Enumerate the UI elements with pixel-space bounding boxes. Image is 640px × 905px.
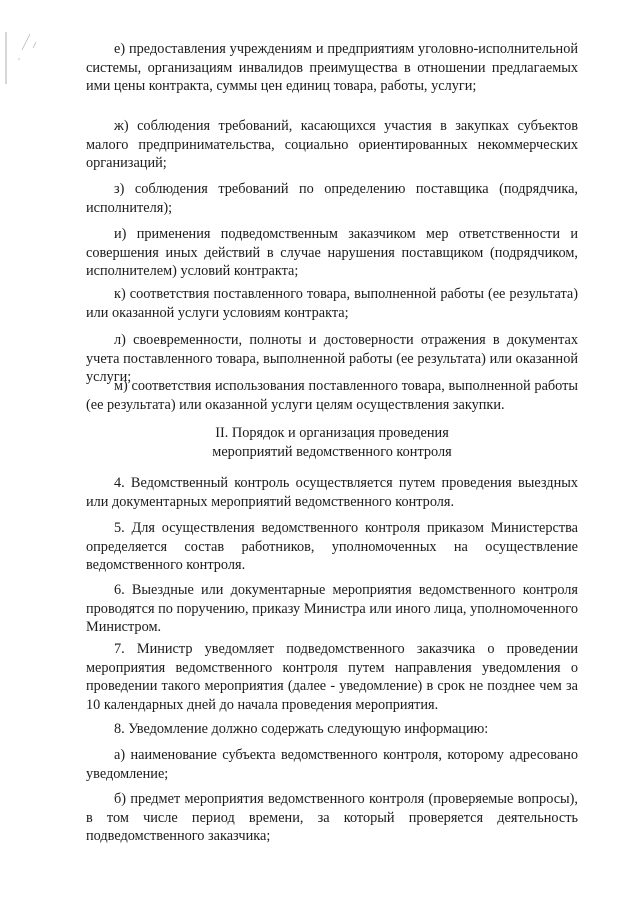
paragraph-5: 5. Для осуществления ведомственного контроля приказом Министерства определяется состав работников, уполномоченных на осуществление ведомственного контроля. <box>86 520 578 573</box>
paragraph-4: 4. Ведомственный контроль осуществляется путем проведения выездных или документарных мероприятий ведомственного контроля. <box>86 475 578 510</box>
paragraph-m: м) соответствия использования поставленного товара, выполненной работы (ее результата) или оказанной услуги целям осуществления закупки. <box>86 378 578 413</box>
paragraph-l: л) своевременности, полноты и достоверности отражения в документах учета поставленного товара, выполненной работы (ее результата) или оказанной услуги; <box>86 332 578 385</box>
section-heading <box>86 424 578 461</box>
paragraph-z: з) соблюдения требований по определению поставщика (подрядчика, исполнителя); <box>86 181 578 216</box>
paragraph-k: к) соответствия поставленного товара, выполненной работы (ее результата) или оказанной услуги условиям контракта; <box>86 286 578 321</box>
section-heading-line-1: II. Порядок и организация проведения <box>215 425 449 441</box>
paragraph-6: 6. Выездные или документарные мероприятия ведомственного контроля проводятся по поручению, приказу Министра или иного лица, уполномоченного Министром. <box>86 582 578 635</box>
paragraph-i: и) применения подведомственным заказчиком мер ответственности и совершения иных действий в случае нарушения поставщиком (подрядчиком, исполнителем) условий контракта; <box>86 226 578 279</box>
paragraph-zh: ж) соблюдения требований, касающихся участия в закупках субъектов малого предпринимательства, социально ориентированных некоммерческих организаций; <box>86 118 578 171</box>
paragraph-b: б) предмет мероприятия ведомственного контроля (проверяемые вопросы), в том числе период времени, за который проверяется деятельность подведомственного заказчика; <box>86 791 578 844</box>
margin-scribble-mark <box>0 28 50 88</box>
paragraph-a: а) наименование субъекта ведомственного контроля, которому адресовано уведомление; <box>86 747 578 782</box>
paragraph-7: 7. Министр уведомляет подведомственного заказчика о проведении мероприятия ведомственного контроля путем направления уведомления о проведении такого мероприятия (далее - уведомление) в срок не позднее чем за 10 календарных дней до начала проведения мероприятия. <box>86 641 578 713</box>
section-heading-line-2: мероприятий ведомственного контроля <box>212 443 452 460</box>
paragraph-8: 8. Уведомление должно содержать следующую информацию: <box>114 721 489 737</box>
paragraph-e: е) предоставления учреждениям и предприятиям уголовно-исполнительной системы, организациям инвалидов преимущества в отношении предлагаемых ими цены контракта, суммы цен единиц товара, работы, услуги; <box>86 41 578 94</box>
